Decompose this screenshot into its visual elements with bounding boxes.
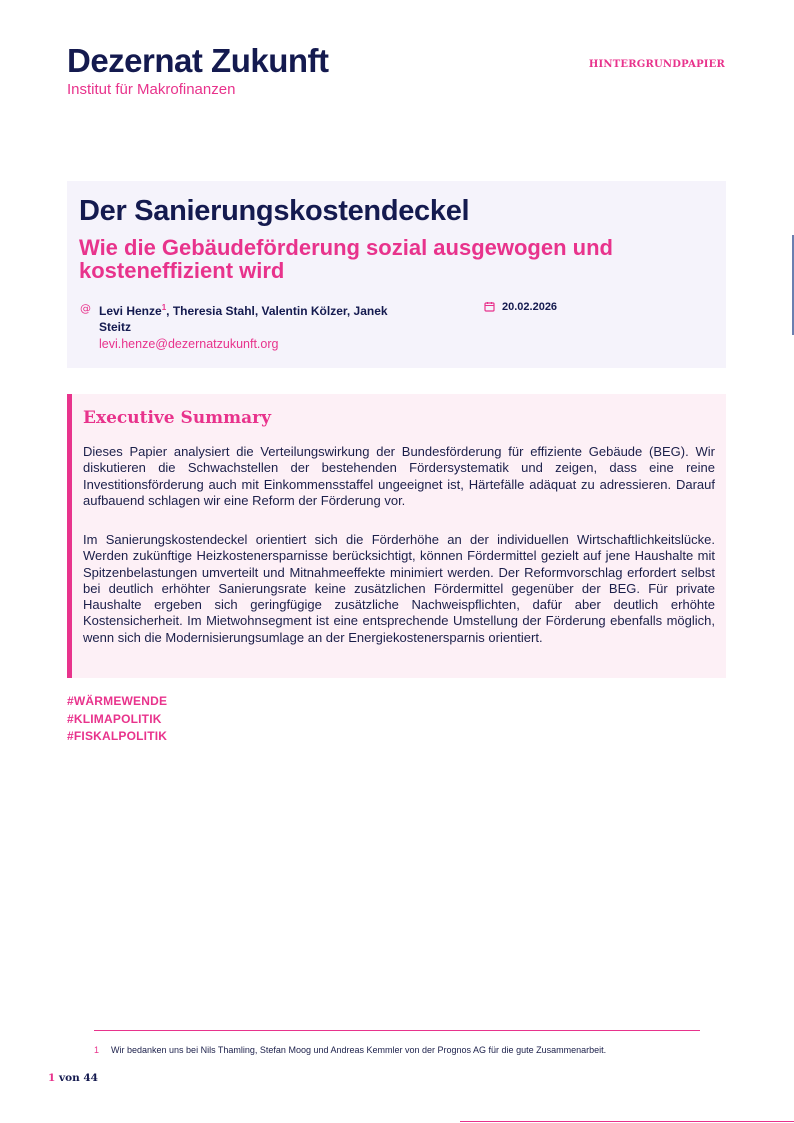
author-email[interactable]: levi.henze@dezernatzukunft.org xyxy=(99,337,279,351)
tag-list xyxy=(67,693,167,746)
bottom-divider xyxy=(460,1121,794,1122)
author-list xyxy=(99,300,419,335)
tag-link[interactable]: #WÄRMEWENDE xyxy=(67,694,168,708)
executive-summary xyxy=(67,394,726,678)
summary-heading: Executive Summary xyxy=(83,408,272,428)
footnote-number: 1 xyxy=(94,1045,100,1055)
summary-paragraph: Dieses Papier analysiert die Verteilungswirkung der Bundesförderung für effiziente Gebäude (BEG). Wir diskutieren die Schwachstellen der bestehenden Fördersystematik und zeigen, dass eine reine Investitionsförderung auch mit Einkommensstaffel ungeeignet ist, Härtefälle adäquat zu adressieren. Darauf aufbauend schlagen wir eine Reform der Förderung vor. xyxy=(83,444,715,508)
tag-link[interactable]: #FISKALPOLITIK xyxy=(67,729,168,743)
footnote-ref[interactable]: 1 xyxy=(161,303,167,312)
current-page: 1 xyxy=(48,1072,56,1084)
footnote xyxy=(94,1045,606,1055)
other-authors: , Theresia Stahl, Valentin Kölzer, Janek Steitz xyxy=(99,304,388,334)
page-number xyxy=(48,1072,98,1084)
footnote-text: Wir bedanken uns bei Nils Thamling, Stefan Moog und Andreas Kemmler von der Prognos AG für die gute Zusammenarbeit. xyxy=(111,1045,607,1055)
publication-date: 20.02.2026 xyxy=(502,301,558,313)
page-title: Der Sanierungskostendeckel xyxy=(79,195,470,227)
document-type-label: HINTERGRUNDPAPIER xyxy=(588,59,725,70)
at-icon: @ xyxy=(80,302,91,315)
summary-paragraph: Im Sanierungskostendeckel orientiert sich die Förderhöhe an der individuellen Wirtschaftlichkeitslücke. Werden zukünftige Heizkostenersparnisse berücksichtigt, können Fördermittel gezielt auf jene Haushalte mit Spitzenbelastungen umverteilt und Mitnahmeeffekte minimiert werden. Der Reformvorschlag erfordert selbst bei deutlich erhöhter Sanierungsrate keine zusätzlichen Fördermittel gegenüber der BEG. Für private Haushalte ergeben sich geringfügige zusätzliche Nachweispflichten, dafür aber deutlich erhöhte Kostensicherheit. Im Mietwohnsegment ist eine entsprechende Umstellung der Förderung ebenfalls möglich, wenn sich die Modernisierungsumlage an der Energiekostenersparnis orientiert. xyxy=(83,532,715,645)
page-subtitle: Wie die Gebäudeförderung sozial ausgewogen und kosteneffizient wird xyxy=(79,235,613,283)
page-total: von 44 xyxy=(55,1072,98,1084)
title-block xyxy=(67,181,726,368)
footnote-divider xyxy=(94,1030,700,1031)
first-author: Levi Henze xyxy=(99,304,162,318)
tag-link[interactable]: #KLIMAPOLITIK xyxy=(67,711,162,726)
logo xyxy=(67,44,329,98)
logo-title: Dezernat Zukunft xyxy=(67,42,329,79)
logo-subtitle: Institut für Makrofinanzen xyxy=(67,81,236,98)
calendar-icon xyxy=(484,301,495,315)
